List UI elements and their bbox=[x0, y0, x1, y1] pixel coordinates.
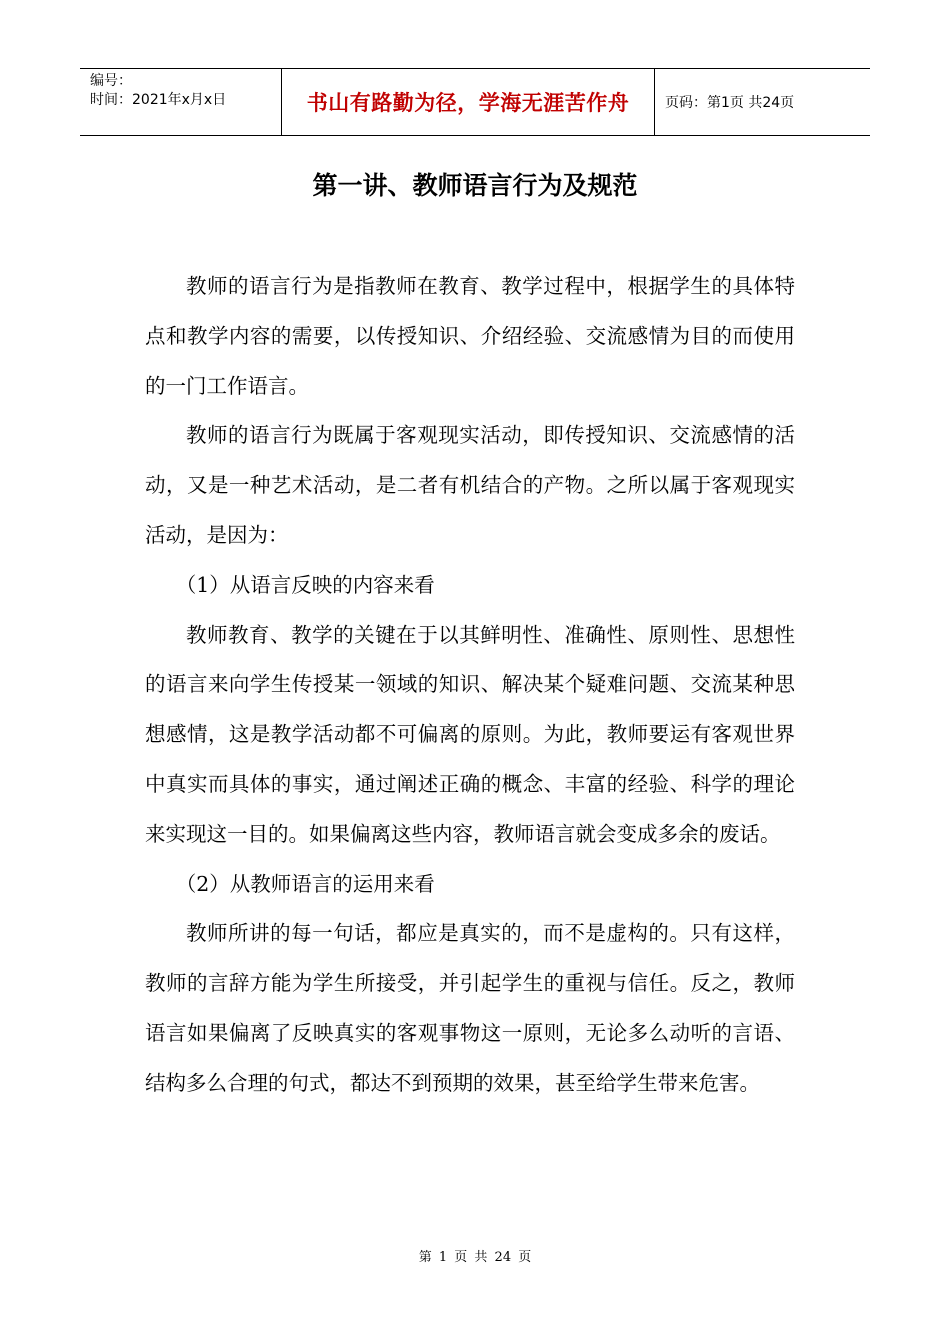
header-meta-cell bbox=[80, 69, 282, 135]
document-header-table bbox=[80, 68, 870, 136]
page-footer: 第 1 页 共 24 页 bbox=[418, 1250, 532, 1265]
time-label: 时间：2021年x月x日 bbox=[90, 92, 227, 108]
document-body bbox=[145, 262, 795, 1109]
number-label: 编号： bbox=[90, 73, 132, 89]
header-motto: 书山有路勤为径，学海无涯苦作舟 bbox=[282, 69, 655, 135]
subheading: （2）从教师语言的运用来看 bbox=[175, 871, 435, 896]
paragraph: 教师教育、教学的关键在于以其鲜明性、准确性、原则性、思想性的语言来向学生传授某一领域的知识、解决某个疑难问题、交流某种思想感情，这是教学活动都不可偏离的原则。为此，教师要运有客观世界中真实而具体的事实，通过阐述正确的概念、丰富的经验、科学的理论来实现这一目的。如果偏离这些内容，教师语言就会变成多余的废话。 bbox=[145, 622, 795, 846]
header-page-info: 页码：第1页 共24页 bbox=[665, 95, 795, 111]
paragraph: 教师所讲的每一句话，都应是真实的，而不是虚构的。只有这样，教师的言辞方能为学生所接受，并引起学生的重视与信任。反之，教师语言如果偏离了反映真实的客观事物这一原则，无论多么动听的言语、结构多么合理的句式，都达不到预期的效果，甚至给学生带来危害。 bbox=[145, 921, 795, 1095]
subheading: （1）从语言反映的内容来看 bbox=[175, 572, 435, 597]
paragraph: 教师的语言行为既属于客观现实活动，即传授知识、交流感情的活动，又是一种艺术活动，是二者有机结合的产物。之所以属于客观现实活动，是因为： bbox=[145, 423, 795, 547]
paragraph: 教师的语言行为是指教师在教育、教学过程中，根据学生的具体特点和教学内容的需要，以传授知识、介绍经验、交流感情为目的而使用的一门工作语言。 bbox=[145, 274, 795, 398]
document-title: 第一讲、教师语言行为及规范 bbox=[312, 171, 638, 200]
